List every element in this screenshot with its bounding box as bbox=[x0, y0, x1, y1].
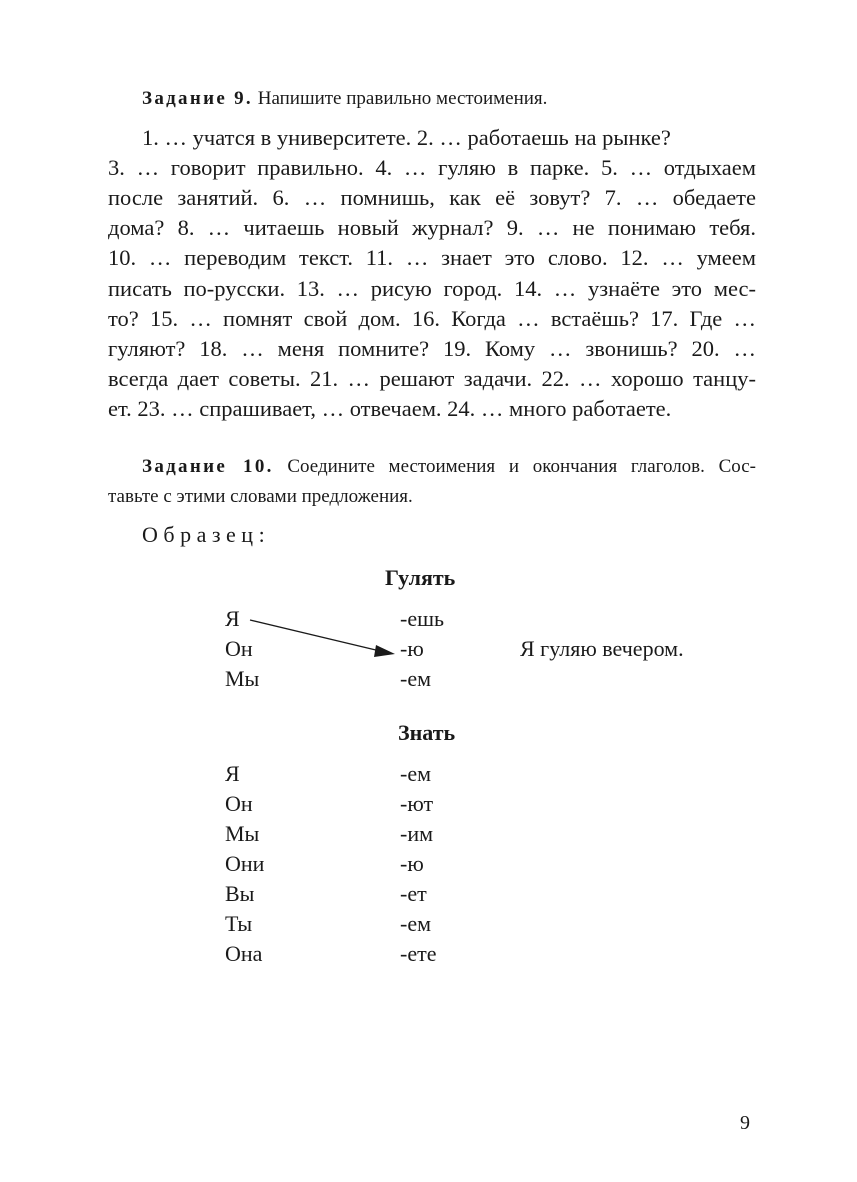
example-ending: -ю bbox=[400, 636, 424, 661]
exercise-pronoun: Я bbox=[225, 761, 240, 786]
task10-label: Задание 10. bbox=[142, 456, 274, 477]
task9-label: Задание 9. bbox=[142, 88, 253, 109]
task9-line: 1. … учатся в университете. 2. … работаешь на рынке? bbox=[142, 125, 671, 150]
exercise-ending: -ете bbox=[400, 941, 437, 966]
exercise-pronoun: Вы bbox=[225, 881, 255, 906]
exercise-pronoun: Она bbox=[225, 941, 263, 966]
exercise-ending: -ет bbox=[400, 881, 427, 906]
exercise-verb: Знать bbox=[398, 720, 456, 745]
task9-line: после занятий. 6. … помнишь, как её зовут? 7. … обедаете bbox=[108, 185, 756, 210]
task10-instruction-line2: тавьте с этими словами предложения. bbox=[108, 486, 413, 507]
example-sentence: Я гуляю вечером. bbox=[520, 636, 684, 661]
exercise-pronoun: Они bbox=[225, 851, 265, 876]
sample-label: Образец: bbox=[142, 522, 271, 547]
exercise-ending: -ем bbox=[400, 911, 432, 936]
exercise-pronoun: Он bbox=[225, 791, 253, 816]
task9-instruction: Напишите правильно местоимения. bbox=[252, 88, 548, 109]
task9-line: то? 15. … помнят свой дом. 16. Когда … встаёшь? 17. Где … bbox=[108, 306, 756, 331]
example-ending: -ем bbox=[400, 666, 432, 691]
exercise-ending: -ем bbox=[400, 761, 432, 786]
example-pronoun: Он bbox=[225, 636, 253, 661]
exercise-ending: -им bbox=[400, 821, 434, 846]
task9-line: всегда дает советы. 21. … решают задачи. 22. … хорошо танцу- bbox=[108, 366, 756, 391]
task9-line: ет. 23. … спрашивает, … отвечаем. 24. … много работаете. bbox=[108, 396, 672, 421]
task9-line: 3. … говорит правильно. 4. … гуляю в парке. 5. … отдыхаем bbox=[108, 155, 756, 180]
task9-line: писать по-русски. 13. … рисую город. 14. … узнаёте это мес- bbox=[108, 276, 756, 301]
example-pronoun: Я bbox=[225, 606, 240, 631]
example-pronoun: Мы bbox=[225, 666, 260, 691]
task9-line: 10. … переводим текст. 11. … знает это слово. 12. … умеем bbox=[108, 245, 756, 270]
exercise-pronoun: Ты bbox=[225, 911, 253, 936]
example-verb: Гулять bbox=[385, 565, 456, 590]
task10-instruction-line1: Соедините местоимения и окончания глаголов. Сос- bbox=[273, 456, 756, 477]
exercise-pronoun: Мы bbox=[225, 821, 260, 846]
exercise-ending: -ют bbox=[400, 791, 434, 816]
exercise-ending: -ю bbox=[400, 851, 424, 876]
example-ending: -ешь bbox=[400, 606, 445, 631]
task9-line: гуляют? 18. … меня помните? 19. Кому … звонишь? 20. … bbox=[108, 336, 756, 361]
task9-line: дома? 8. … читаешь новый журнал? 9. … не понимаю тебя. bbox=[108, 215, 756, 240]
page-number: 9 bbox=[740, 1112, 750, 1134]
